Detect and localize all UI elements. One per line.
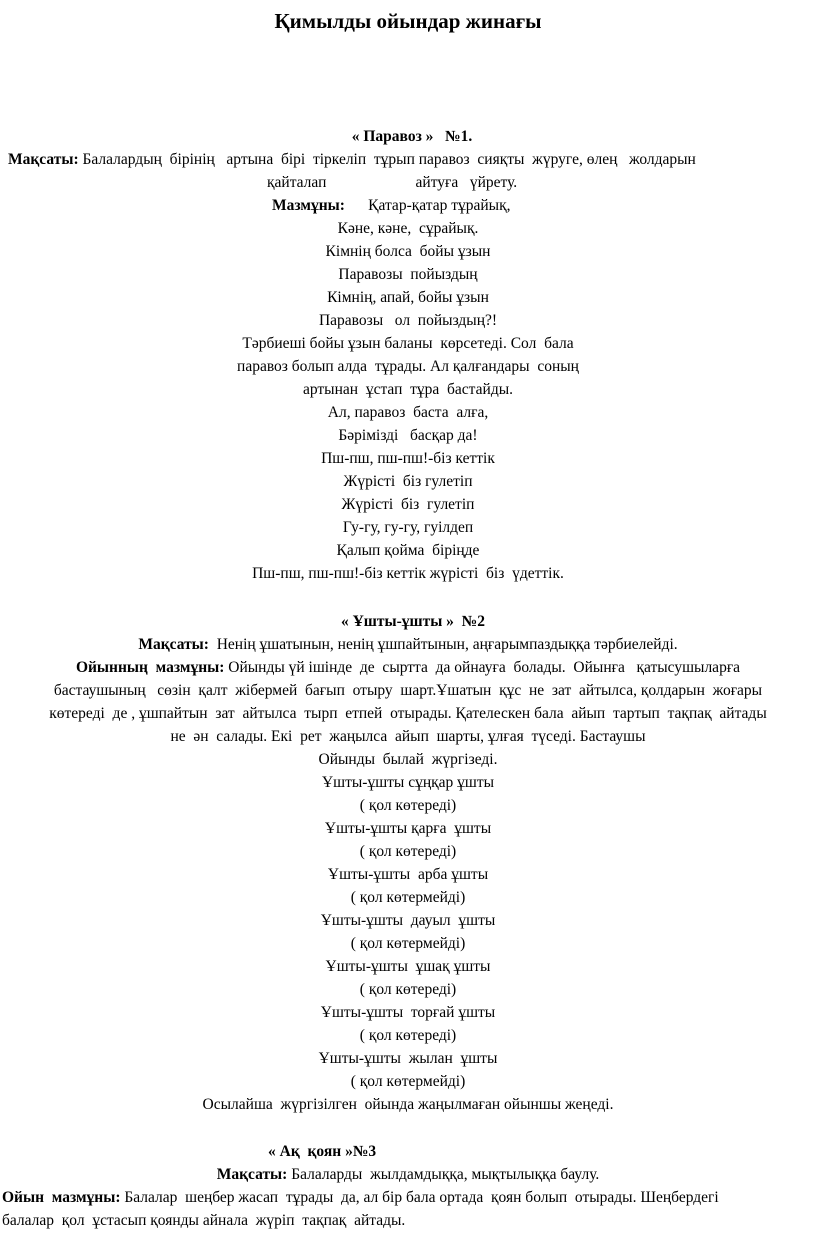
game2-content-text1: Ойынды үй ішінде де сыртта да ойнауға болады. Ойынға қатысушыларға [224,659,741,676]
game1-verse-line: Ал, паравоз баста алға, [327,404,489,421]
game2-verse [0,748,816,1116]
game2-verse-line: ( қол көтермейді) [350,935,466,952]
game3-goal-text: Балаларды жылдамдыққа, мықтылыққа баулу. [287,1166,600,1183]
game1-verse-line: Тәрбиеші бойы ұзын баланы көрсетеді. Сол бала [242,335,574,352]
game2-verse-line: Ұшты-ұшты жылан ұшты [318,1050,498,1067]
game2-verse-line: ( қол көтереді) [359,797,457,814]
game2-content-line4: не ән салады. Екі рет жаңылса айып шарты, ұлғая түседі. Бастаушы [170,728,646,745]
game1-content [0,194,816,217]
game2-verse-line: Ойынды былай жүргізеді. [318,751,498,768]
game2-verse-line: ( қол көтереді) [359,843,457,860]
game2-goal-label: Мақсаты: [138,636,209,653]
game3-content-text1: Балалар шеңбер жасап тұрады да, ал бір бала ортада қоян болып отырады. Шеңбердегі [120,1189,719,1206]
game3-goal [0,1163,816,1186]
game2-verse-line: Ұшты-ұшты ұшақ ұшты [325,958,491,975]
game3-goal-label: Мақсаты: [216,1166,288,1183]
game1-verse-line: Кәне, кәне, сұрайық. [337,220,479,237]
game1-content-first: Қатар-қатар тұрайық, [344,197,511,214]
game2-goal [0,633,816,656]
game2-goal-text: Ненің ұшатынын, ненің ұшпайтынын, аңғарымпаздыққа тәрбиелейді. [208,636,678,653]
game1-verse-line: Паравозы пойыздың [338,266,478,283]
game1-verse-line: Кімнің, апай, бойы ұзын [327,289,489,306]
game2-verse-line: Ұшты-ұшты торғай ұшты [320,1004,496,1021]
game3-content-label: Ойын мазмұны: [2,1189,121,1206]
game2-verse-line: Ұшты-ұшты сұңқар ұшты [321,774,495,791]
game2-verse-line: ( қол көтереді) [359,981,457,998]
game1-goal [0,148,816,171]
game1-verse-line: паравоз болып алда тұрады. Ал қалғандары соның [237,358,579,375]
document-title: Қимылды ойындар жинағы [274,9,542,33]
game2-verse-line: ( қол көтереді) [359,1027,457,1044]
game1-goal-text2: қайталап айтуға үйрету. [267,174,518,191]
game2-verse-line: Ұшты-ұшты қарға ұшты [324,820,492,837]
game2-heading: « Ұшты-ұшты » №2 [340,613,486,630]
game1-section [0,125,816,585]
game1-goal-text: Балалардың бірінің артына бірі тіркеліп тұрып паравоз сияқты жүруге, өлең жолдарын [78,151,696,168]
game2-verse-line: Осылайша жүргізілген ойында жаңылмаған ойыншы жеңеді. [202,1096,614,1113]
game3-section [0,1140,816,1232]
game1-verse-line: Пш-пш, пш-пш!-біз кеттік [321,450,495,467]
game1-verse [0,217,816,585]
game2-verse-line: Ұшты-ұшты арба ұшты [327,866,489,883]
game2-content-label: Ойынның мазмұны: [75,659,225,676]
game2-verse-line: Ұшты-ұшты дауыл ұшты [320,912,496,929]
game2-content-line2: бастаушының сөзін қалт жібермей бағып отыру шарт.Ұшатын құс не зат айтылса, қолдарын жоғары [53,682,763,699]
game1-content-label: Мазмұны: [272,197,345,214]
game2-content-line1 [0,656,816,679]
game1-heading: « Паравоз » №1. [351,128,473,145]
game3-content-line2: балалар қол ұстасып қоянды айнала жүріп тақпақ айтады. [2,1212,406,1229]
game1-verse-line: Паравозы ол пойыздың?! [318,312,498,329]
game1-verse-line: Жүрісті біз гулетіп [341,496,475,513]
game1-verse-line: Гу-гу, гу-гу, гуілдеп [342,519,474,536]
game1-verse-line: Пш-пш, пш-пш!-біз кеттік жүрісті біз үдеттік. [252,565,564,582]
game2-verse-line: ( қол көтермейді) [350,889,466,906]
game1-verse-line: Қалып қойма біріңде [336,542,480,559]
game1-verse-line: Бәрімізді басқар да! [338,427,478,444]
game1-verse-line: Кімнің болса бойы ұзын [325,243,491,260]
game2-section [0,610,816,1116]
game1-verse-line: Жүрісті біз гулетіп [343,473,473,490]
game1-verse-line: артынан ұстап тұра бастайды. [302,381,513,398]
game3-content-line1 [0,1186,816,1209]
game2-content-line3: көтереді де , ұшпайтын зат айтылса тырп етпей отырады. Қателескен бала айып тартып тақпақ айтады [49,705,767,722]
game1-goal-label: Мақсаты: [8,151,79,168]
game3-heading: « Ақ қоян »№3 [268,1143,377,1160]
game2-verse-line: ( қол көтермейді) [350,1073,466,1090]
